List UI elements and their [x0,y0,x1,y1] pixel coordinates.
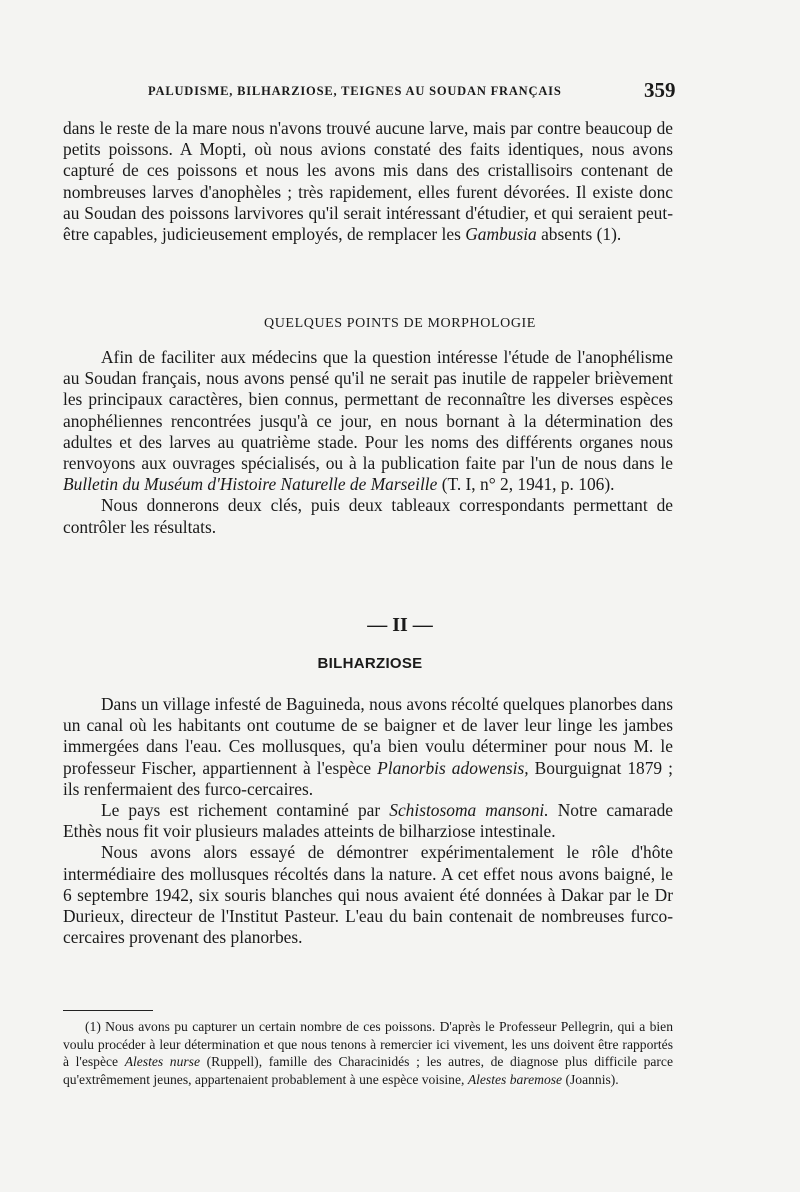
bilharziose-paragraph-3: Nous avons alors essayé de démontrer expérimentalement le rôle d'hôte intermédiaire des mollusques récoltés dans la nature. A cet effet nous avons baigné, le 6 septembre 1942, six souris blanches qui nous avaient été données à Dakar par le Dr Durieux, directeur de l'Institut Pasteur. L'eau du bain contenait de nombreuses furco-cercaires provenant des planorbes. [63,842,673,948]
species-alestes-baremose: Alestes baremose [467,1071,563,1087]
footnote-divider [63,1010,153,1011]
intro-paragraph [63,118,673,245]
bilh-p1-end: Bourguignat 1879 ; ils renfermaient des furco-cercaires. [63,757,673,799]
species-planorbis: Planorbis adowensis, [377,757,529,778]
morphology-paragraph-1 [63,347,673,495]
footnote-text-c: (Joannis). [562,1071,619,1087]
footnote-text-a: (1) Nous avons pu capturer un certain nombre de ces poissons. D'après le Professeur Pellegrin, qui a bien voulu procéder à leur détermination et que nous tenons à remercier ici vivement, les uns doivent être rapportés à l'espèce [63,1019,673,1070]
species-alestes-nurse: Alestes nurse [124,1054,200,1070]
morphology-p1-text: Afin de faciliter aux médecins que la question intéresse l'étude de l'anophélisme au Soudan français, nous avons pensé qu'il ne serait pas inutile de rappeler brièvement les principaux caractères, bien connus, permettant de reconnaître les diverses espèces anophéliennes rencontrées jusqu'à ce jour, en nous bornant à la détermination des adultes et des larves au quatrième stade. Pour les noms des différents organes nous renvoyons aux ouvrages spécialisés, ou à la publication faite par l'un de nous dans le [63,347,673,474]
section-title: BILHARZIOSE [317,655,423,672]
bulletin-title: Bulletin du Muséum d'Histoire Naturelle de Marseille [63,474,438,495]
morphology-section [63,347,673,538]
section-number: — II — [367,614,433,636]
morphology-p1-end: (T. I, n° 2, 1941, p. 106). [437,474,615,495]
footnote [63,1018,673,1088]
running-header: PALUDISME, BILHARZIOSE, TEIGNES AU SOUDAN FRANÇAIS [148,84,562,98]
morphology-title: QUELQUES POINTS DE MORPHOLOGIE [264,316,536,331]
footnote-text-b: (Ruppell), famille des Characinidés ; les autres, de diagnose plus difficile parce qu'extrêmement jeunes, appartenaient probablement à une espèce voisine, [63,1054,673,1087]
intro-italic: Gambusia [465,224,537,245]
page-number: 359 [644,78,676,102]
bilharziose-section [63,694,673,948]
bilharziose-paragraph-1 [63,694,673,800]
bilh-p2-end: Notre camarade Ethès nous fit voir plusieurs malades atteints de bilharziose intestinale. [63,800,673,842]
bilh-p2-text: Le pays est richement contaminé par [101,800,390,821]
intro-text: dans le reste de la mare nous n'avons trouvé aucune larve, mais par contre beaucoup de petits poissons. A Mopti, où nous avions constaté des faits identiques, nous avons capturé de ces poissons et nous les avons mis dans des cristallisoirs contenant de nombreuses larves d'anophèles ; très rapidement, elles furent dévorées. Il existe donc au Soudan des poissons larvivores qu'il serait intéressant d'étudier, et qui seraient peut-être capables, judicieusement employés, de remplacer les [63,118,673,245]
bilh-p1-text: Dans un village infesté de Baguineda, nous avons récolté quelques planorbes dans un canal où les habitants ont coutume de se baigner et de laver leur linge les jambes immergées dans l'eau. Ces mollusques, qu'a bien voulu déterminer pour nous M. le professeur Fischer, appartiennent à l'espèce [63,694,673,778]
intro-end: absents (1). [536,224,622,245]
morphology-paragraph-2: Nous donnerons deux clés, puis deux tableaux correspondants permettant de contrôler les résultats. [63,495,673,537]
species-schistosoma: Schistosoma mansoni. [389,800,549,821]
bilharziose-paragraph-2 [63,800,673,842]
